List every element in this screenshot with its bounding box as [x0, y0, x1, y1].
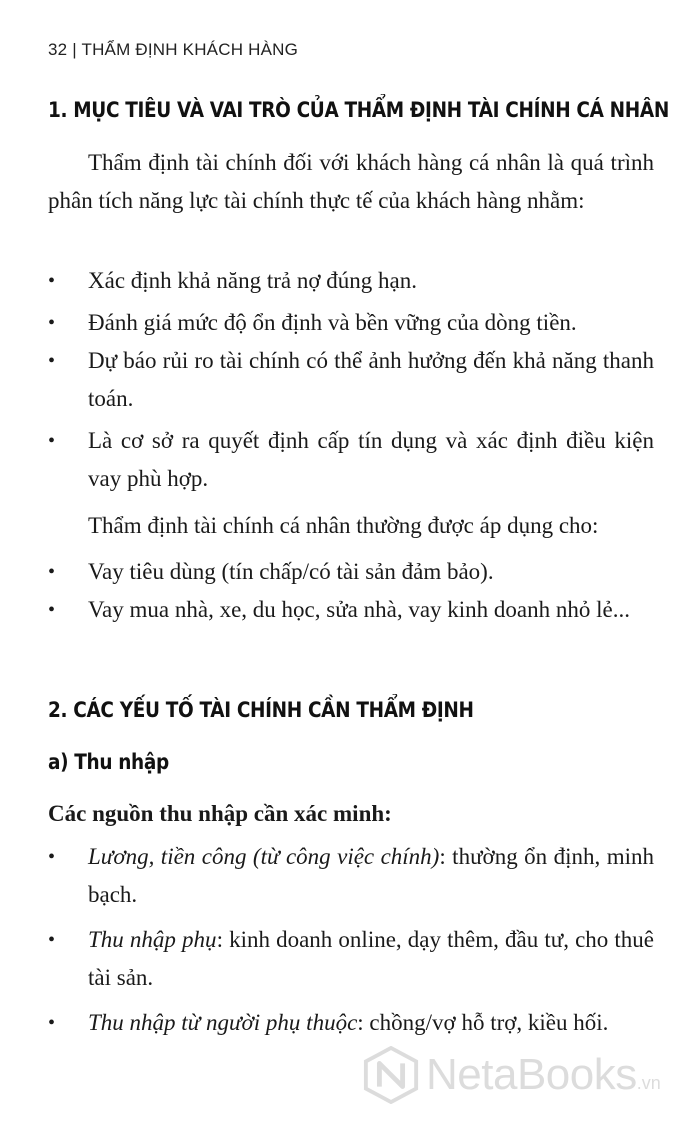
list-item	[48, 591, 654, 629]
bullet-icon: •	[48, 929, 56, 951]
section-1-intro: Thẩm định tài chính đối với khách hàng cá nhân là quá trình phân tích năng lực tài chính thực tế của khách hàng nhằm:	[48, 150, 654, 213]
running-title: THẨM ĐỊNH KHÁCH HÀNG	[81, 40, 299, 59]
list-item-text	[88, 838, 654, 914]
bullet-icon: •	[48, 561, 56, 583]
bullet-icon: •	[48, 350, 56, 372]
income-desc: : kinh doanh online, dạy thêm, đầu tư, cho thuê tài sản.	[88, 927, 655, 990]
list-item-text: Xác định khả năng trả nợ đúng hạn.	[88, 268, 417, 293]
income-term: Thu nhập từ người phụ thuộc	[88, 1010, 358, 1035]
list-item-text: Dự báo rủi ro tài chính có thể ảnh hưởng đến khả năng thanh toán.	[88, 348, 654, 411]
bullet-icon: •	[48, 270, 56, 292]
running-header	[48, 40, 298, 60]
income-term: Lương, tiền công (từ công việc chính)	[88, 844, 440, 869]
list-item-text: Đánh giá mức độ ổn định và bền vững của dòng tiền.	[88, 310, 577, 335]
income-desc: : thường ổn định, minh bạch.	[88, 844, 654, 907]
page-number: 32	[48, 40, 68, 59]
bullet-icon: •	[48, 430, 56, 452]
list-item-text: Vay tiêu dùng (tín chấp/có tài sản đảm bảo).	[88, 559, 494, 584]
list-item	[48, 553, 654, 591]
section-1-heading: 1. MỤC TIÊU VÀ VAI TRÒ CỦA THẨM ĐỊNH TÀI CHÍNH CÁ NHÂN	[48, 98, 669, 122]
list-item	[48, 838, 654, 914]
income-sources-label: Các nguồn thu nhập cần xác minh:	[48, 801, 392, 826]
bullet-icon: •	[48, 312, 56, 334]
income-desc: : chồng/vợ hỗ trợ, kiều hối.	[357, 1010, 609, 1035]
list-item-text	[88, 921, 654, 997]
list-item	[48, 342, 654, 418]
list-item	[48, 921, 654, 997]
watermark	[362, 1040, 661, 1110]
header-separator: |	[72, 40, 77, 59]
list-item-text: Là cơ sở ra quyết định cấp tín dụng và xác định điều kiện vay phù hợp.	[88, 428, 654, 491]
list-item	[48, 304, 654, 342]
list-item	[48, 262, 654, 300]
list-item-text	[88, 1004, 654, 1042]
netabooks-logo-icon	[362, 1046, 420, 1104]
section-2-heading: 2. CÁC YẾU TỐ TÀI CHÍNH CẦN THẨM ĐỊNH	[48, 698, 474, 722]
bullet-icon: •	[48, 846, 56, 868]
list-item	[48, 1004, 654, 1042]
watermark-brand: NetaBooks	[426, 1050, 637, 1099]
bullet-icon: •	[48, 599, 56, 621]
section-1-intro-2: Thẩm định tài chính cá nhân thường được áp dụng cho:	[88, 513, 599, 538]
list-item	[48, 422, 654, 498]
subsection-a-heading: a) Thu nhập	[48, 750, 169, 774]
bullet-icon: •	[48, 1012, 56, 1034]
list-item-text: Vay mua nhà, xe, du học, sửa nhà, vay kinh doanh nhỏ lẻ...	[88, 597, 630, 622]
watermark-suffix: .vn	[636, 1073, 661, 1093]
income-term: Thu nhập phụ	[88, 927, 217, 952]
